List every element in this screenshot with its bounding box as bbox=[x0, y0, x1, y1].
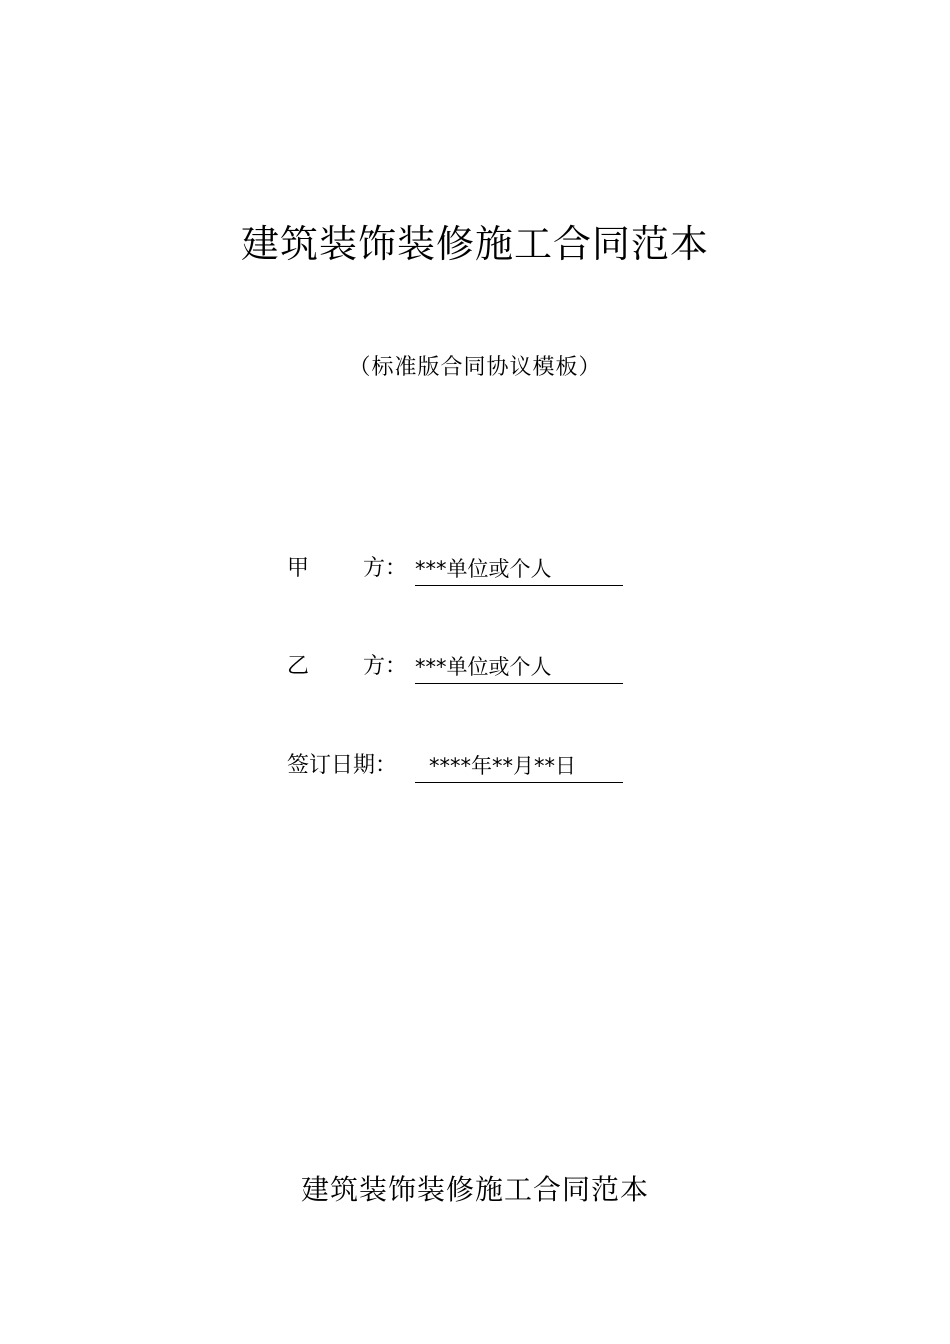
party-b-label-char-2: 方： bbox=[363, 654, 408, 679]
signing-date-value: ****年**月**日 bbox=[415, 749, 623, 783]
page-title: 建筑装饰装修施工合同范本 bbox=[240, 222, 709, 266]
party-a-label-char-1: 甲 bbox=[287, 556, 310, 581]
party-b-label-char-1: 乙 bbox=[287, 654, 310, 679]
page-subtitle: （标准版合同协议模板） bbox=[348, 355, 602, 380]
signing-date-row bbox=[287, 749, 627, 783]
party-a-row bbox=[287, 552, 627, 586]
party-a-value: ***单位或个人 bbox=[415, 552, 623, 586]
party-b-value: ***单位或个人 bbox=[415, 650, 623, 684]
party-a-label-char-2: 方： bbox=[363, 556, 408, 581]
signing-date-label: 签订日期： bbox=[287, 753, 398, 778]
party-b-row bbox=[287, 650, 627, 684]
footer-title: 建筑装饰装修施工合同范本 bbox=[300, 1173, 649, 1206]
